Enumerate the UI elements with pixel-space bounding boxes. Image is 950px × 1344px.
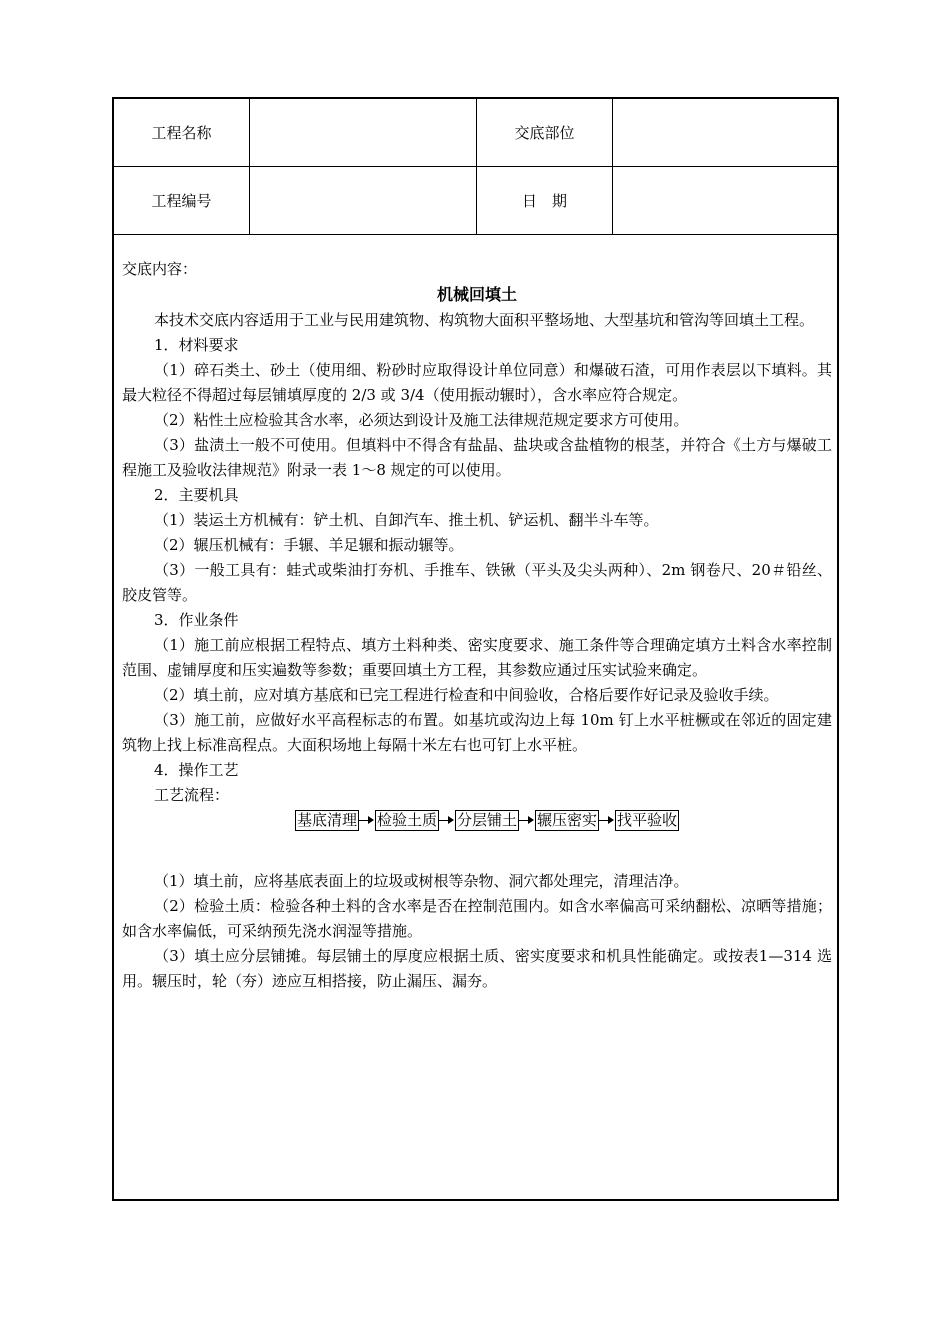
flow-label: 工艺流程： [154, 786, 230, 804]
header-table [114, 99, 837, 235]
arrow-right-icon [439, 811, 455, 831]
arrow-right-icon [599, 811, 615, 831]
flow-step: 辗压密实 [537, 811, 598, 829]
section-3-title: 3．作业条件 [154, 611, 239, 629]
document-title: 机械回填土 [436, 285, 517, 304]
location-value[interactable] [613, 99, 837, 167]
project-name-value[interactable] [250, 99, 477, 167]
project-no-value[interactable] [250, 167, 477, 235]
section-1-item-3: （3）盐渍土一般不可使用。但填料中不得含有盐晶、盐块或含盐植物的根茎，并符合《土方与爆破工程施工及验收法律规范》附录一表 1～8 规定的可以使用。 [122, 436, 832, 479]
flow-step: 分层铺土 [456, 811, 517, 829]
process-flow [122, 810, 832, 831]
project-no-label: 工程编号 [114, 167, 250, 235]
flow-step: 找平验收 [617, 811, 678, 829]
section-1-item-2: （2）粘性土应检验其含水率，必须达到设计及施工法律规范规定要求方可使用。 [154, 411, 689, 429]
location-label: 交底部位 [477, 99, 613, 167]
section-4-item-3: （3）填土应分层铺摊。每层铺土的厚度应根据土质、密实度要求和机具性能确定。或按表1—314 选用。辗压时，轮（夯）迹应互相搭接，防止漏压、漏夯。 [122, 947, 832, 990]
section-1-title: 1．材料要求 [154, 336, 239, 354]
flow-step: 检验土质 [376, 811, 437, 829]
disclosure-form [112, 97, 839, 1201]
section-4-item-1: （1）填土前，应将基底表面上的垃圾或树根等杂物、洞穴都处理完，清理洁净。 [154, 872, 689, 890]
section-3-item-2: （2）填土前，应对填方基底和已完工程进行检查和中间验收，合格后要作好记录及验收手续。 [154, 686, 779, 704]
section-3-item-3: （3）施工前，应做好水平高程标志的布置。如基坑或沟边上每 10m 钉上水平桩橛或在邻近的固定建筑物上找上标准高程点。大面积场地上每隔十米左右也可钉上水平桩。 [122, 711, 832, 754]
disclosure-content [122, 257, 832, 994]
date-label: 日 期 [477, 167, 613, 235]
section-4-title: 4．操作工艺 [154, 761, 239, 779]
flow-step: 基底清理 [296, 811, 357, 829]
section-4-item-2: （2）检验土质：检验各种土料的含水率是否在控制范围内。如含水率偏高可采纳翻松、凉晒等措施；如含水率偏低，可采纳预先浇水润湿等措施。 [122, 897, 832, 940]
section-2-item-1: （1）装运土方机械有：铲土机、自卸汽车、推土机、铲运机、翻半斗车等。 [154, 511, 659, 529]
section-2-title: 2．主要机具 [154, 486, 239, 504]
project-name-label: 工程名称 [114, 99, 250, 167]
content-label: 交底内容： [122, 260, 198, 278]
section-3-item-1: （1）施工前应根据工程特点、填方土料种类、密实度要求、施工条件等合理确定填方土料含水率控制范围、虚铺厚度和压实遍数等参数；重要回填土方工程，其参数应通过压实试验来确定。 [122, 636, 832, 679]
arrow-right-icon [359, 811, 375, 831]
section-2-item-2: （2）辗压机械有：手辗、羊足辗和振动辗等。 [154, 536, 464, 554]
arrow-right-icon [519, 811, 535, 831]
section-1-item-1: （1）碎石类土、砂土（使用细、粉砂时应取得设计单位同意）和爆破石渣，可用作表层以下填料。其最大粒径不得超过每层铺填厚度的 2/3 或 3/4（使用振动辗时），含水率应符合规定。 [122, 361, 832, 404]
section-2-item-3: （3）一般工具有：蛙式或柴油打夯机、手推车、铁锹（平头及尖头两种）、2m 钢卷尺、20＃铅丝、胶皮管等。 [122, 561, 832, 604]
intro-paragraph: 本技术交底内容适用于工业与民用建筑物、构筑物大面积平整场地、大型基坑和管沟等回填土工程。 [154, 311, 815, 329]
date-value[interactable] [613, 167, 837, 235]
